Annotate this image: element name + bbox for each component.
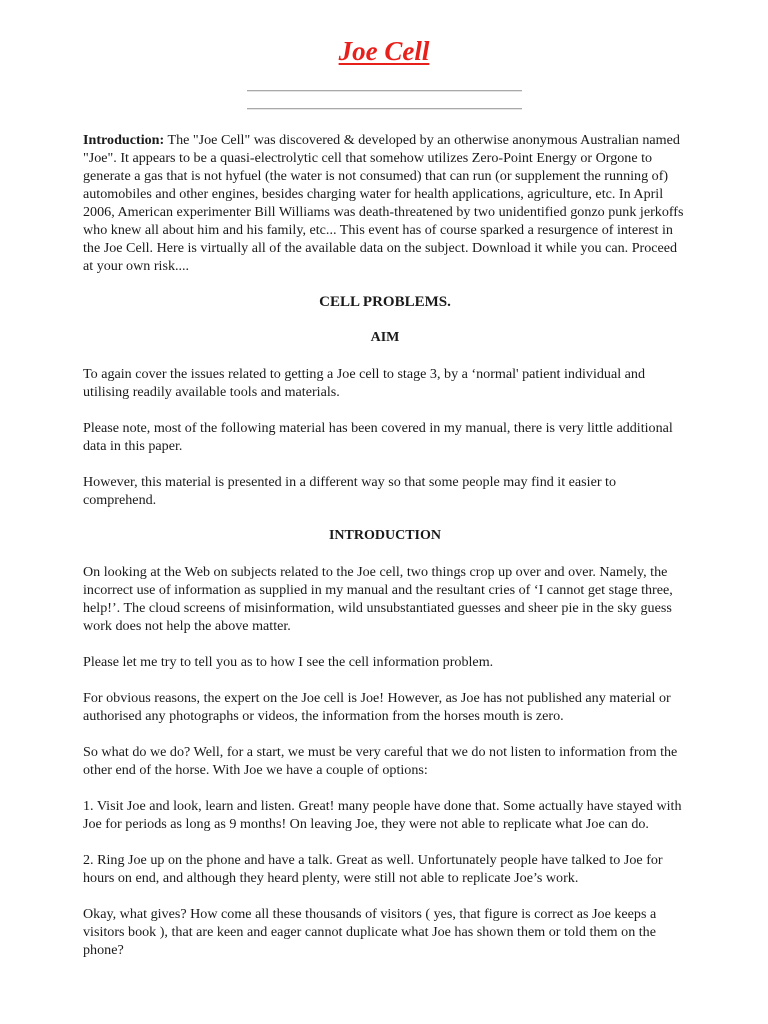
aim-paragraph: However, this material is presented in a different way so that some people may find it easier to comprehend. — [83, 474, 617, 508]
numbered-paragraph: 1. Visit Joe and look, learn and listen. Great! many people have done that. Some actually have stayed with Joe for periods as long as 9 months! On leaving Joe, they were not able to replicate what Joe can do. — [83, 798, 682, 832]
aim-paragraph: To again cover the issues related to getting a Joe cell to stage 3, by a ‘normal' patient individual and utilising readily available tools and materials. — [83, 366, 646, 400]
aim-paragraph: Please note, most of the following material has been covered in my manual, there is very little additional data in this paper. — [83, 420, 673, 454]
introduction-heading: INTRODUCTION — [328, 528, 441, 543]
body-paragraph: So what do we do? Well, for a start, we must be very careful that we do not listen to information from the other end of the horse. With Joe we have a couple of options: — [83, 744, 678, 778]
horizontal-rule — [247, 108, 522, 110]
introduction-text: The "Joe Cell" was discovered & developed by an otherwise anonymous Australian named "Joe". It appears to be a quasi-electrolytic cell that somehow utilizes Zero-Point Energy or Orgone to generate a gas that is not hyfuel (the water is not consumed) that can run (or supplement the running of) automobiles and other engines, besides charging water for health applications, agriculture, etc. In April 2006, American experimenter Bill Williams was death-threatened by two unidentified gonzo punk jerkoffs who knew all about him and his family, etc... This event has of course sparked a resurgence of interest in the Joe Cell. Here is virtually all of the available data on the subject. Download it while you can. Proceed at your own risk.... — [83, 132, 684, 274]
page-title: Joe Cell — [338, 36, 430, 66]
body-paragraph: For obvious reasons, the expert on the Joe cell is Joe! However, as Joe has not published any material or authorised any photographs or videos, the information from the horses mouth is zero. — [83, 690, 671, 724]
horizontal-rule — [247, 90, 522, 92]
numbered-paragraph: 2. Ring Joe up on the phone and have a talk. Great as well. Unfortunately people have talked to Joe for hours on end, and although they heard plenty, were still not able to replicate Joe’s work. — [83, 852, 663, 886]
body-paragraph: Okay, what gives? How come all these thousands of visitors ( yes, that figure is correct as Joe keeps a visitors book ), that are keen and eager cannot duplicate what Joe has shown them or told them on the phone? — [83, 906, 657, 958]
section-title: CELL PROBLEMS. — [319, 294, 451, 310]
introduction-label: Introduction: — [83, 132, 165, 148]
document-body — [83, 131, 687, 977]
body-paragraph: On looking at the Web on subjects related to the Joe cell, two things crop up over and over. Namely, the incorrect use of information as supplied in my manual and the resultant cries of ‘I cannot get stage three, help!’. The cloud screens of misinformation, wild unsubstantiated guesses and sheer pie in the sky guess work does not help the above matter. — [83, 564, 673, 634]
aim-heading: AIM — [370, 330, 400, 345]
introduction-paragraph — [83, 131, 687, 275]
body-paragraph: Please let me try to tell you as to how I see the cell information problem. — [83, 654, 494, 670]
